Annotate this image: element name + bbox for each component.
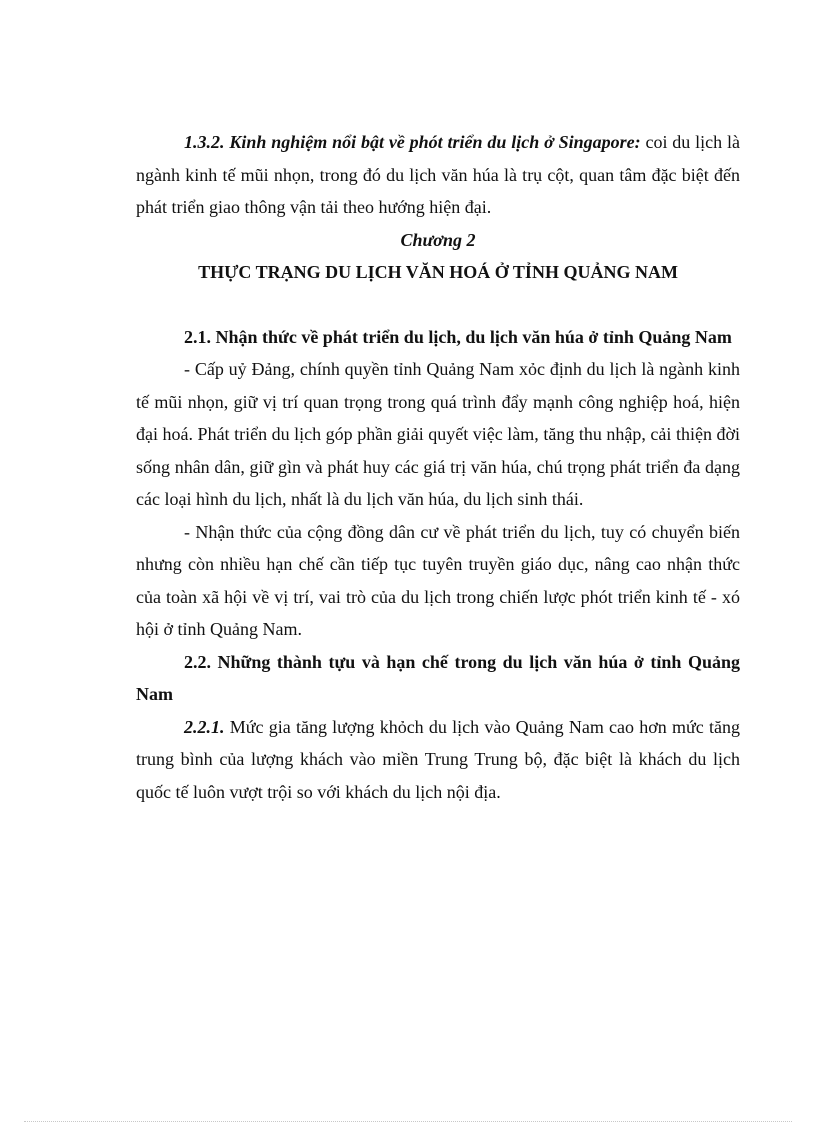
chapter-label xyxy=(136,224,740,257)
section-2-2-1-text: Mức gia tăng lượng khỏch du lịch vào Quảng Nam cao hơn mức tăng trung bình của lượng khách vào miền Trung Trung bộ, đặc biệt là khách du lịch quốc tế luôn vượt trội so với khách du lịch nội địa. xyxy=(136,716,740,802)
section-1-3-2-paragraph xyxy=(136,126,740,224)
page-bottom-divider xyxy=(24,1121,792,1122)
section-2-1-paragraph-1: - Cấp uỷ Đảng, chính quyền tỉnh Quảng Nam xỏc định du lịch là ngành kinh tế mũi nhọn, giữ vị trí quan trọng trong quá trình đẩy mạnh công nghiệp hoá, hiện đại hoá. Phát triển du lịch góp phần giải quyết việc làm, tăng thu nhập, cải thiện đời sống nhân dân, giữ gìn và phát huy các giá trị văn húa, chú trọng phát triển đa dạng các loại hình du lịch, nhất là du lịch văn húa, du lịch sinh thái. xyxy=(136,359,740,509)
spacer xyxy=(136,289,740,321)
section-2-2-heading: 2.2. Những thành tựu và hạn chế trong du lịch văn húa ở tỉnh Quảng Nam xyxy=(136,651,740,704)
section-2-1-paragraph-2: - Nhận thức của cộng đồng dân cư về phát triển du lịch, tuy có chuyển biến nhưng còn nhiều hạn chế cần tiếp tục tuyên truyền giáo dục, nâng cao nhận thức của toàn xã hội về vị trí, vai trò của du lịch trong chiến lược phót triển kinh tế - xó hội ở tỉnh Quảng Nam. xyxy=(136,521,740,639)
chapter-label-text: Chương 2 xyxy=(400,229,476,250)
section-2-2-1-label: 2.2.1. xyxy=(184,716,225,737)
section-1-3-2-heading: 1.3.2. Kinh nghiệm nổi bật về phót triển du lịch ở Singapore: xyxy=(184,132,641,152)
section-2-2-1-paragraph xyxy=(136,711,740,809)
document-body xyxy=(136,126,740,808)
section-1-3-2-text: coi du lịch là ngành kinh tế mũi nhọn, trong đó du lịch văn húa là trụ cột, quan tâm đặc biệt đến phát triển giao thông vận tải theo hướng hiện đại. xyxy=(136,132,740,217)
section-2-1-heading: 2.1. Nhận thức về phát triển du lịch, du lịch văn húa ở tỉnh Quảng Nam xyxy=(184,326,732,347)
chapter-title: THỰC TRẠNG DU LỊCH VĂN HOÁ Ở TỈNH QUẢNG NAM xyxy=(198,262,678,282)
